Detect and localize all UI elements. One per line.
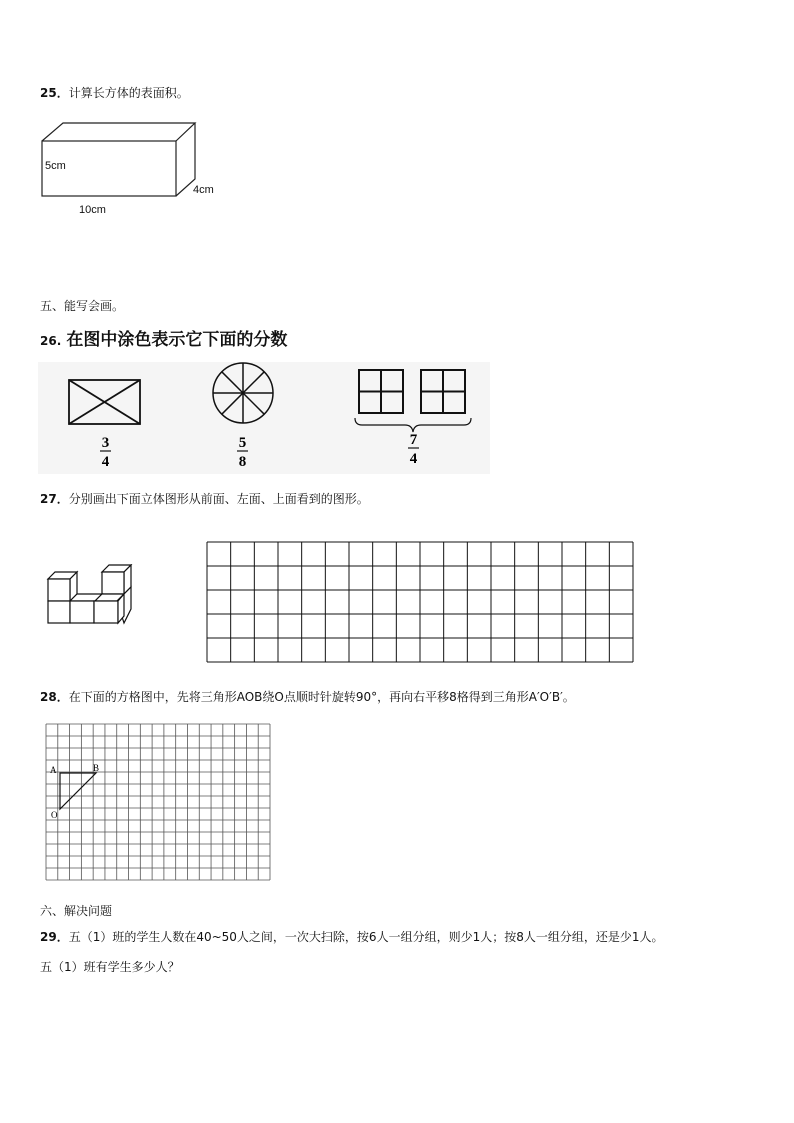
fraction-panel (38, 362, 490, 474)
question-number: 26. (40, 334, 62, 348)
question-number: 28． (40, 690, 69, 704)
question-27 (40, 490, 369, 507)
point-a-label: A (50, 765, 57, 775)
question-25 (40, 84, 189, 101)
point-o-label: O (51, 810, 58, 820)
squares-shape (359, 370, 465, 413)
question-text-line-1: 五（1）班的学生人数在40~50人之间，一次大扫除，按6人一组分组，则少1人；按8人一组分组，还是少1人。 (68, 930, 664, 944)
question-text: 计算长方体的表面积。 (68, 86, 189, 100)
section-five-title: 五、能写会画。 (40, 299, 125, 313)
question-26 (40, 325, 287, 350)
fraction-numerator: 5 (238, 435, 247, 451)
cuboid-top-face (42, 123, 195, 141)
depth-label: 4cm (193, 184, 214, 196)
cube-stack-figure (46, 564, 134, 632)
question-29 (40, 928, 663, 945)
circle-shape (213, 363, 273, 423)
drawing-grid[interactable] (206, 541, 634, 663)
question-29-line-2 (40, 958, 180, 975)
question-number: 29． (40, 930, 69, 944)
question-text-line-2: 五（1）班有学生多少人？ (40, 960, 180, 974)
point-b-label: B (93, 763, 100, 773)
section-six-title: 六、解决问题 (40, 904, 113, 918)
rectangle-shape (69, 380, 140, 424)
question-number: 27． (40, 492, 69, 506)
fraction-denominator: 4 (409, 451, 418, 467)
question-number: 25． (40, 86, 69, 100)
fraction-numerator: 7 (409, 432, 418, 448)
fraction-denominator: 8 (238, 454, 247, 470)
triangle-aob (60, 773, 96, 809)
height-label: 5cm (45, 160, 66, 172)
fraction-denominator: 4 (101, 454, 110, 470)
question-text: 在图中涂色表示它下面的分数 (66, 330, 288, 350)
question-text: 分别画出下面立体图形从前面、左面、上面看到的图形。 (68, 492, 369, 506)
rotation-grid[interactable] (44, 722, 272, 882)
question-text: 在下面的方格图中，先将三角形AOB绕O点顺时针旋转90°，再向右平移8格得到三角形A′O′B′。 (68, 690, 575, 704)
question-28 (40, 688, 575, 705)
brace-shape (355, 418, 471, 432)
length-label: 10cm (79, 204, 106, 216)
fraction-numerator: 3 (101, 435, 110, 451)
